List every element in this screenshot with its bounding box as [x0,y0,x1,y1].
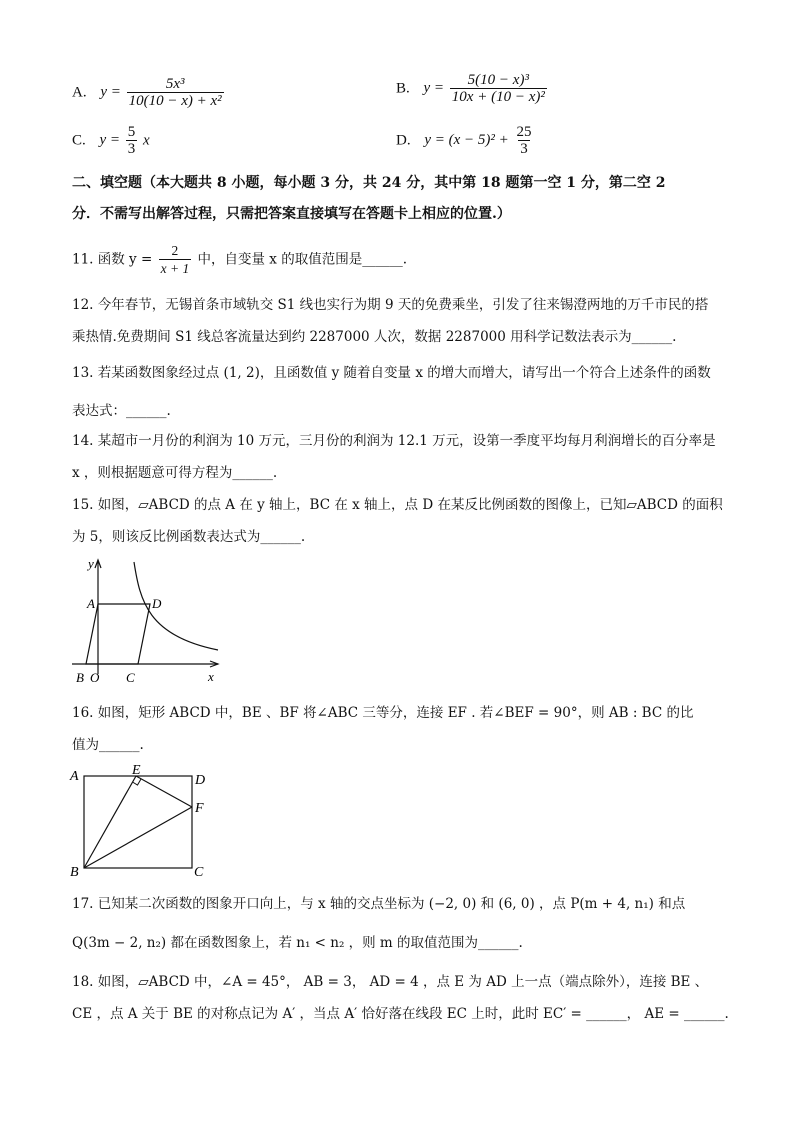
choice-d-label: D. [396,132,411,149]
choice-d-numerator: 25 [516,124,532,140]
rectangle-abcd [84,776,192,868]
label-a: A [87,596,95,611]
segment-bf [84,807,192,868]
choice-a-lhs: y = [100,84,121,101]
label-x: x [208,669,214,684]
q17-line2: Q(3m − 2, n₂) 都在函数图象上，若 n₁ < n₂ ，则 m 的取值范围为______. [72,935,523,951]
q15-line2: 为 5，则该反比例函数表达式为______. [72,529,306,545]
q16-line2: 值为______. [72,737,144,753]
section-heading-line1: 二、填空题（本大题共 8 小题，每小题 3 分，共 24 分，其中第 18 题第一空 1 分，第二空 2 [72,175,666,191]
choice-d [396,124,536,158]
choice-d-fraction [515,124,534,158]
q15-figure [68,556,228,688]
q12-line1: 12. 今年春节，无锡首条市域轨交 S1 线也实行为期 9 天的免费乘坐，引发了往来锡澄两地的万千市民的搭 [72,297,709,313]
choice-c-numerator: 5 [127,124,136,140]
q13-line2: 表达式：______. [72,403,171,419]
q17-line1: 17. 已知某二次函数的图象开口向上，与 x 轴的交点坐标为 (−2, 0) 和 (6, 0) ，点 P(m + 4, n₁) 和点 [72,896,686,912]
label-o: O [90,670,100,685]
label-c: C [126,670,135,685]
choice-b-numerator: 5(10 − x)³ [467,72,529,88]
q12-line2: 乘热情.免费期间 S1 线总客流量达到约 2287000 人次，数据 2287000 用科学记数法表示为______. [72,329,677,345]
q11-pre: 11. 函数 y = [72,251,153,268]
choice-b-fraction [450,72,547,106]
label-c: C [194,865,204,880]
choice-a-numerator: 5x³ [165,76,185,92]
q11-denominator: x + 1 [160,261,190,276]
parallelogram-abcd [86,604,150,664]
q11-fraction [159,243,192,277]
choice-a-denominator: 10(10 − x) + x² [128,93,222,109]
label-d: D [195,773,206,788]
segment-ef [136,776,192,807]
label-y: y [88,556,94,571]
choice-b-lhs: y = [423,80,445,97]
q11-numerator: 2 [171,243,179,258]
segment-be [84,776,136,868]
choice-d-lhs: y = (x − 5)² + [424,132,509,149]
choice-c-tail: x [143,132,150,149]
label-d: D [152,596,162,611]
label-b: B [76,670,84,685]
choice-c-fraction [126,124,138,158]
choice-a-label: A. [72,84,87,101]
q18-line2: CE ，点 A 关于 BE 的对称点记为 A′ ，当点 A′ 恰好落在线段 EC 上时，此时 EC′ = ______， AE = ______. [72,1006,729,1022]
q14-line2: x ，则根据题意可得方程为______. [72,465,278,481]
q11-post: 中，自变量 x 的取值范围是______. [197,251,407,268]
question-11 [72,243,407,277]
q14-line1: 14. 某超市一月份的利润为 10 万元，三月份的利润为 12.1 万元，设第一季度平均每月利润增长的百分率是 [72,433,716,449]
q15-line1: 15. 如图，▱ABCD 的点 A 在 y 轴上，BC 在 x 轴上，点 D 在某反比例函数的图像上，已知▱ABCD 的面积 [72,497,723,513]
q16-figure [66,762,216,880]
section-heading-line2: 分．不需写出解答过程，只需把答案直接填写在答题卡上相应的位置.） [72,206,511,222]
label-a: A [70,769,79,784]
label-f: F [195,801,204,816]
q13-line1: 13. 若某函数图象经过点 (1, 2)，且函数值 y 随着自变量 x 的增大而增大，请写出一个符合上述条件的函数 [72,365,711,381]
choice-b [396,72,549,106]
hyperbola-curve [134,562,218,650]
label-b: B [70,865,79,880]
choice-b-label: B. [396,80,410,97]
choice-c [72,124,150,158]
choice-a [72,76,226,110]
choice-a-fraction [127,76,224,110]
choice-c-denominator: 3 [127,141,136,157]
choice-c-label: C. [72,132,86,149]
q16-line1: 16. 如图，矩形 ABCD 中，BE 、BF 将∠ABC 三等分，连接 EF . 若∠BEF = 90°，则 AB : BC 的比 [72,705,694,721]
choice-d-denominator: 3 [520,141,528,157]
q18-line1: 18. 如图，▱ABCD 中，∠A = 45°， AB = 3， AD = 4 ，点 E 为 AD 上一点（端点除外），连接 BE 、 [72,974,709,990]
choice-c-lhs: y = [99,132,121,149]
label-e: E [132,763,141,778]
choice-b-denominator: 10x + (10 − x)² [451,89,545,105]
